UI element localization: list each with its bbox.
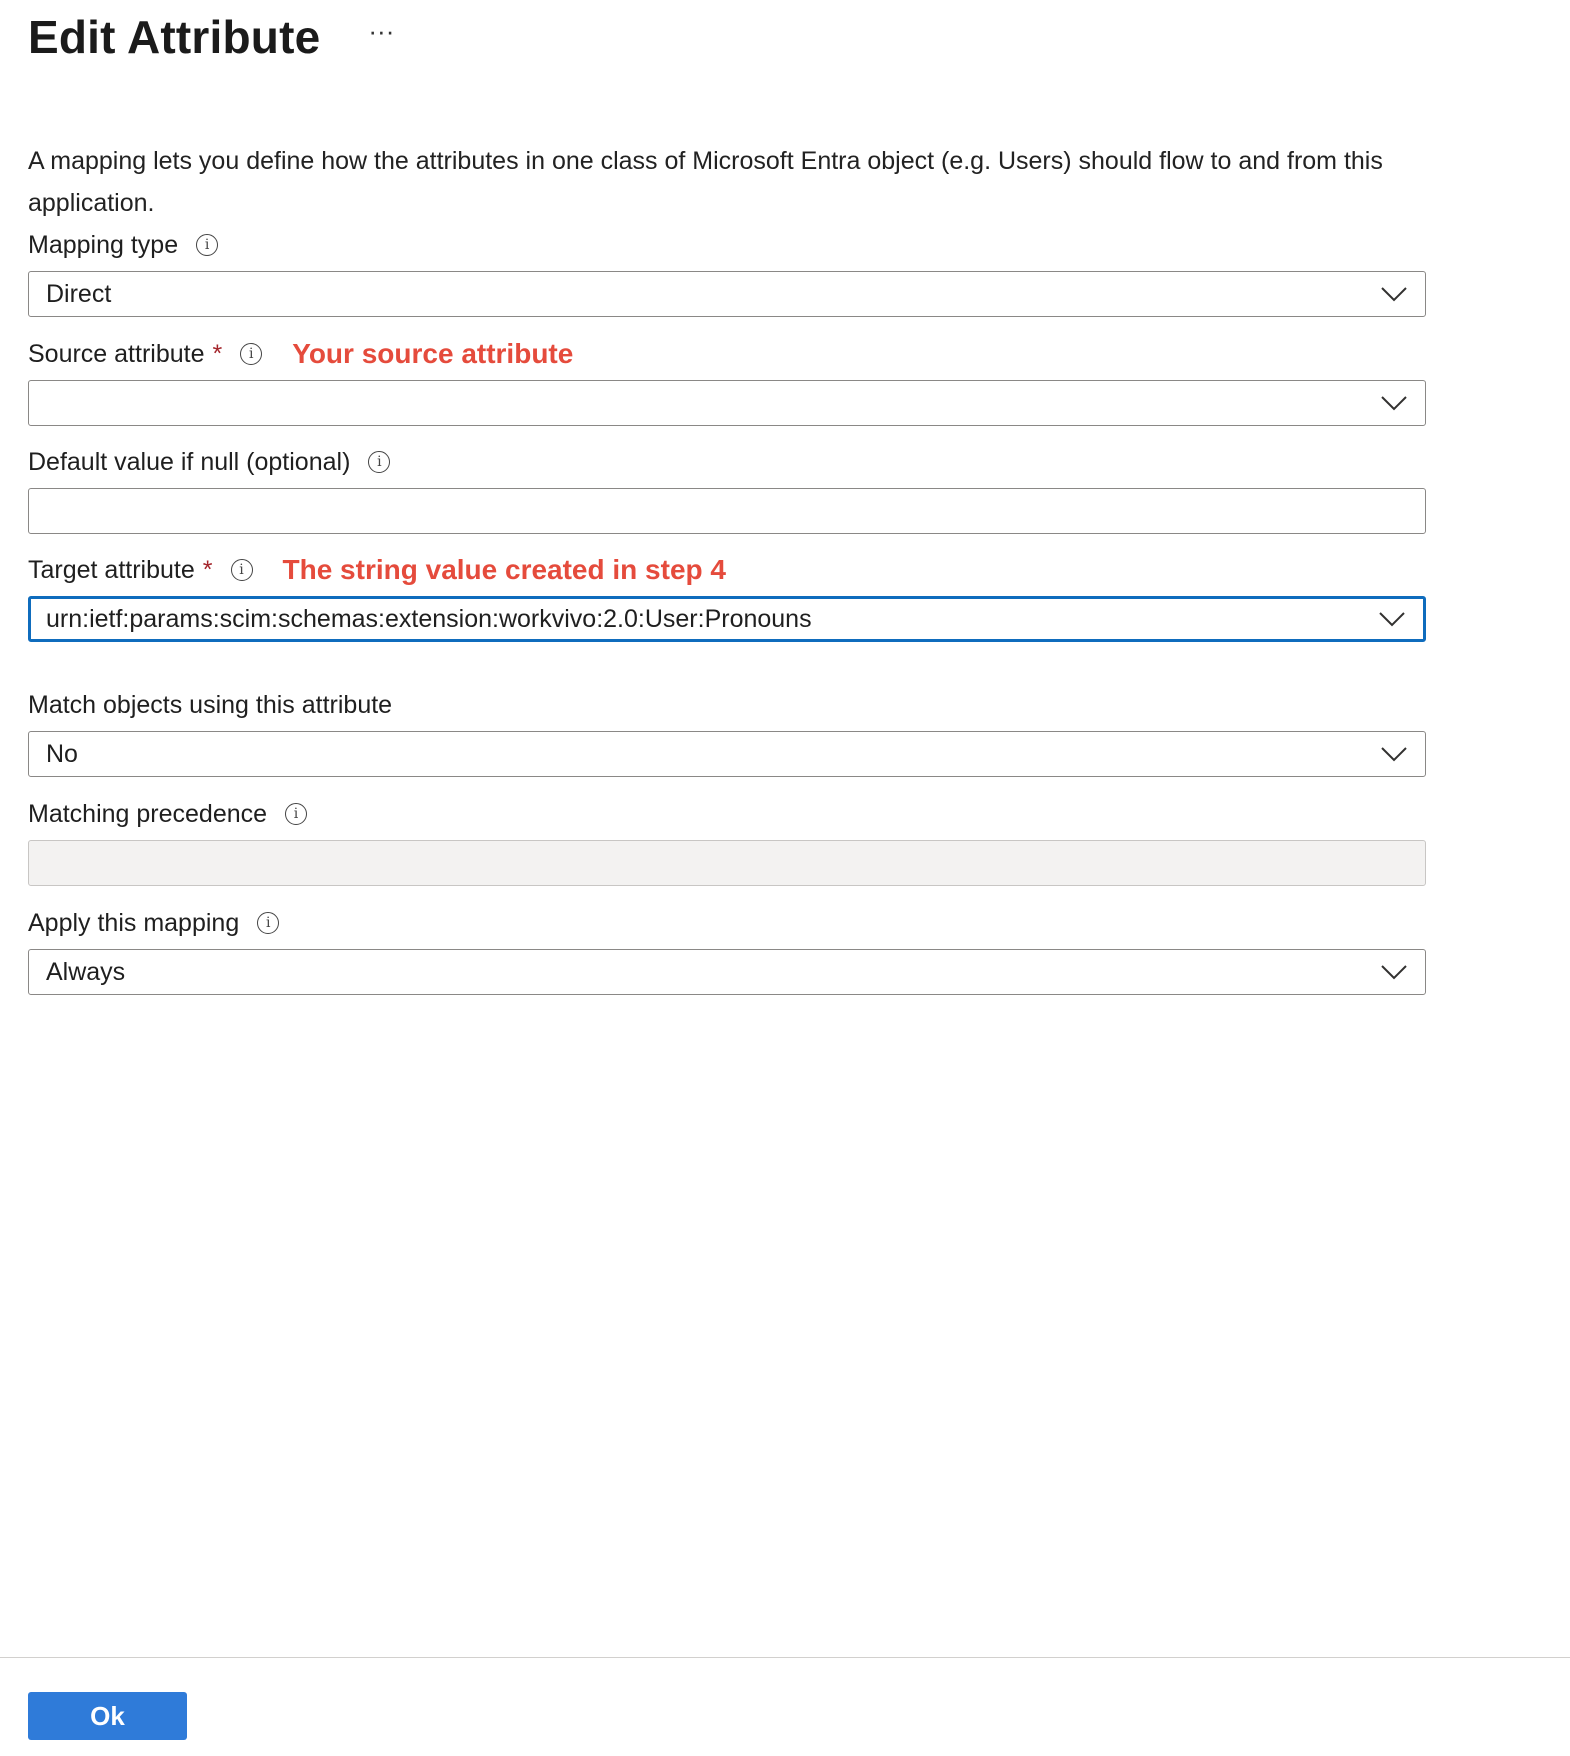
target-attribute-field: [28, 550, 1428, 642]
apply-mapping-dropdown[interactable]: [28, 949, 1426, 995]
info-icon[interactable]: i: [240, 343, 262, 365]
match-objects-label: Match objects using this attribute: [28, 690, 393, 719]
match-objects-label-row: [28, 685, 1428, 725]
chevron-down-icon: [1381, 395, 1407, 411]
info-icon[interactable]: i: [257, 912, 279, 934]
match-objects-value: No: [46, 739, 78, 768]
default-value-label-row: [28, 442, 1428, 482]
matching-precedence-field: [28, 794, 1428, 886]
chevron-down-icon: [1381, 964, 1407, 980]
source-attribute-label-row: [28, 334, 1428, 374]
description-text: A mapping lets you define how the attributes in one class of Microsoft Entra object (e.g. Users) should flow to and from this application.: [28, 147, 1383, 217]
target-attribute-annotation: The string value created in step 4: [282, 554, 726, 585]
matching-precedence-label: Matching precedence: [28, 799, 268, 828]
mapping-type-label-row: [28, 225, 1428, 265]
chevron-down-icon: [1381, 286, 1407, 302]
chevron-down-icon: [1381, 746, 1407, 762]
mapping-type-dropdown[interactable]: [28, 271, 1426, 317]
info-icon[interactable]: i: [196, 234, 218, 256]
info-icon[interactable]: i: [368, 451, 390, 473]
match-objects-dropdown[interactable]: [28, 731, 1426, 777]
matching-precedence-input: [28, 840, 1426, 886]
default-value-label: Default value if null (optional): [28, 447, 351, 476]
target-attribute-value: urn:ietf:params:scim:schemas:extension:workvivo:2.0:User:Pronouns: [46, 604, 812, 633]
chevron-down-icon: [1379, 611, 1405, 627]
source-attribute-annotation: Your source attribute: [292, 338, 574, 369]
source-attribute-label: Source attribute: [28, 339, 205, 368]
default-value-input[interactable]: [28, 488, 1426, 534]
more-options-icon[interactable]: ···: [368, 16, 395, 46]
apply-mapping-label: Apply this mapping: [28, 908, 240, 937]
required-marker: *: [202, 555, 213, 584]
target-attribute-label-row: [28, 550, 1428, 590]
target-attribute-dropdown[interactable]: [28, 596, 1426, 642]
matching-precedence-label-row: [28, 794, 1428, 834]
apply-mapping-label-row: [28, 903, 1428, 943]
page-title: Edit Attribute: [28, 11, 321, 63]
ok-button[interactable]: Ok: [28, 1692, 187, 1740]
footer-divider: [0, 1657, 1570, 1658]
info-icon[interactable]: i: [285, 803, 307, 825]
source-attribute-dropdown[interactable]: [28, 380, 1426, 426]
panel-header: [28, 10, 394, 64]
source-attribute-field: [28, 334, 1428, 426]
match-objects-field: [28, 685, 1428, 777]
apply-mapping-value: Always: [46, 957, 126, 986]
required-marker: *: [212, 339, 223, 368]
mapping-type-label: Mapping type: [28, 230, 179, 259]
mapping-type-value: Direct: [46, 279, 112, 308]
target-attribute-label: Target attribute: [28, 555, 195, 584]
default-value-field: [28, 442, 1428, 534]
info-icon[interactable]: i: [231, 559, 253, 581]
apply-mapping-field: [28, 903, 1428, 995]
mapping-type-field: [28, 225, 1428, 317]
